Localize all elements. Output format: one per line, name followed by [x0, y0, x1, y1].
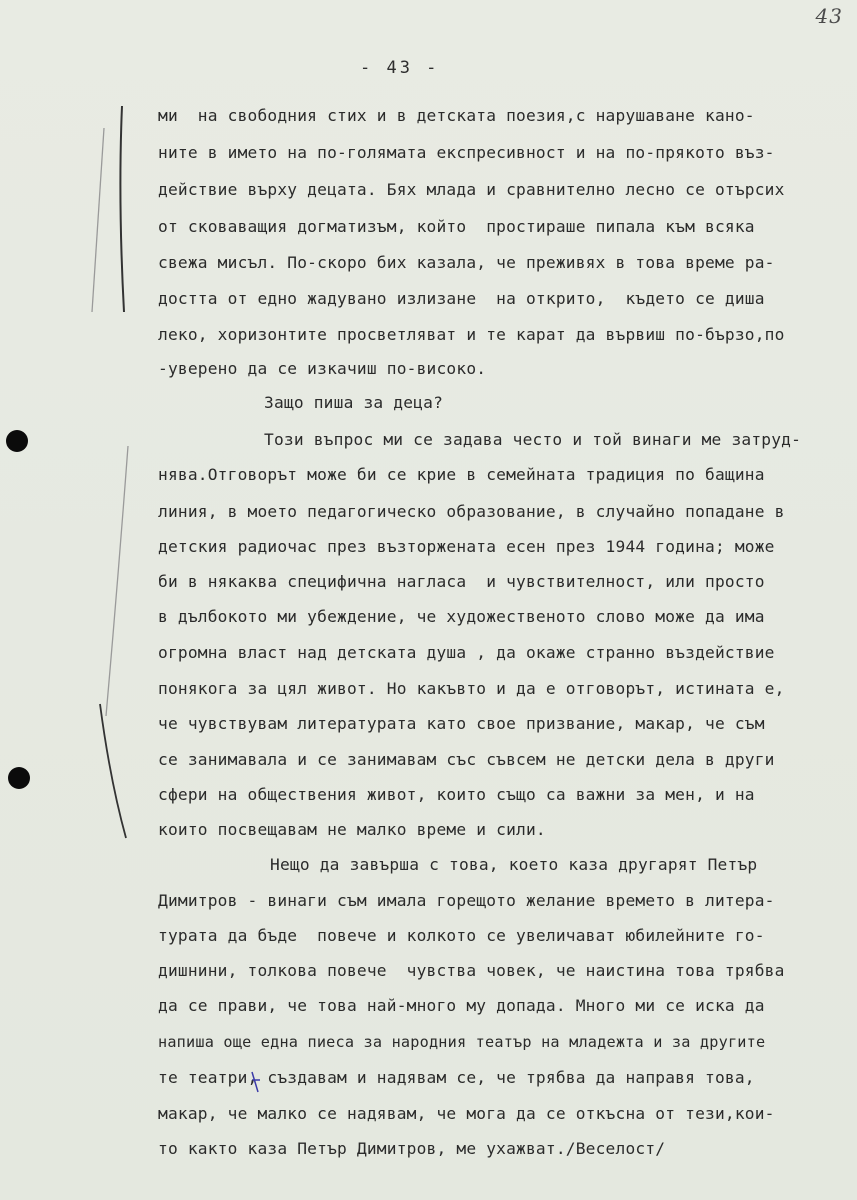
text-line: Димитров - винаги съм имала горещото желание времето в литера-	[158, 891, 775, 910]
text-line: те театри, създавам и надявам се, че трябва да направя това,	[158, 1068, 755, 1087]
text-line: дишнини, толкова повече чувства човек, че наистина това трябва	[158, 961, 785, 980]
text-line: от сковаващия догматизъм, който простираше пипала към всяка	[158, 217, 755, 236]
margin-pencil-line-bottom	[106, 446, 128, 716]
text-line: напиша още една пиеса за народния театър на младежта и за другите	[158, 1033, 766, 1051]
text-line: Този въпрос ми се задава често и той винаги ме затруд-	[264, 430, 802, 449]
text-line: действие върху децата. Бях млада и сравнително лесно се отърсих	[158, 180, 785, 199]
section-heading: Защо пиша за деца?	[264, 393, 444, 412]
page-number: - 43 -	[360, 58, 440, 78]
text-line: макар, че малко се надявам, че мога да се откъсна от тези,кои-	[158, 1104, 775, 1123]
text-line: нява.Отговорът може би се крие в семейната традиция по бащина	[158, 465, 765, 484]
text-line: -уверено да се изкачиш по-високо.	[158, 359, 487, 378]
text-line: понякога за цял живот. Но какъвто и да е отговорът, истината е,	[158, 679, 785, 698]
text-line: то както каза Петър Димитров, ме ухажват./Веселост/	[158, 1139, 666, 1158]
text-line: ми на свободния стих и в детската поезия,с нарушаване кано-	[158, 106, 755, 125]
text-line: линия, в моето педагогическо образование, в случайно попадане в	[158, 502, 785, 521]
text-line: които посвещавам не малко време и сили.	[158, 820, 546, 839]
text-line: огромна власт над детската душа , да окаже странно въздействие	[158, 643, 775, 662]
text-line: леко, хоризонтите просветляват и те карат да вървиш по-бързо,по	[158, 325, 785, 344]
margin-pencil-line-top	[92, 128, 104, 312]
text-line: в дълбокото ми убеждение, че художественото слово може да има	[158, 607, 765, 626]
text-line: ните в името на по-голямата експресивност и на по-прякото въз-	[158, 143, 775, 162]
text-line: сфери на обществения живот, които също са важни за мен, и на	[158, 785, 755, 804]
margin-bracket-top	[120, 106, 124, 312]
text-line: свежа мисъл. По-скоро бих казала, че преживях в това време ра-	[158, 253, 775, 272]
margin-bracket-bottom	[100, 704, 126, 838]
text-line: достта от едно жадувано излизане на открито, където се диша	[158, 289, 765, 308]
text-line: турата да бъде повече и колкото се увеличават юбилейните го-	[158, 926, 765, 945]
text-line: се занимавала и се занимавам със съвсем не детски дела в други	[158, 750, 775, 769]
text-line: че чувствувам литературата като свое призвание, макар, че съм	[158, 714, 765, 733]
text-line: детския радиочас през възторжената есен през 1944 година; може	[158, 537, 775, 556]
text-line: би в някаква специфична нагласа и чувствителност, или просто	[158, 572, 765, 591]
handwritten-page-number: 43	[815, 4, 843, 28]
text-line: да се прави, че това най-много му допада. Много ми се иска да	[158, 996, 765, 1015]
text-line: Нещо да завърша с това, което каза другарят Петър	[270, 855, 758, 874]
